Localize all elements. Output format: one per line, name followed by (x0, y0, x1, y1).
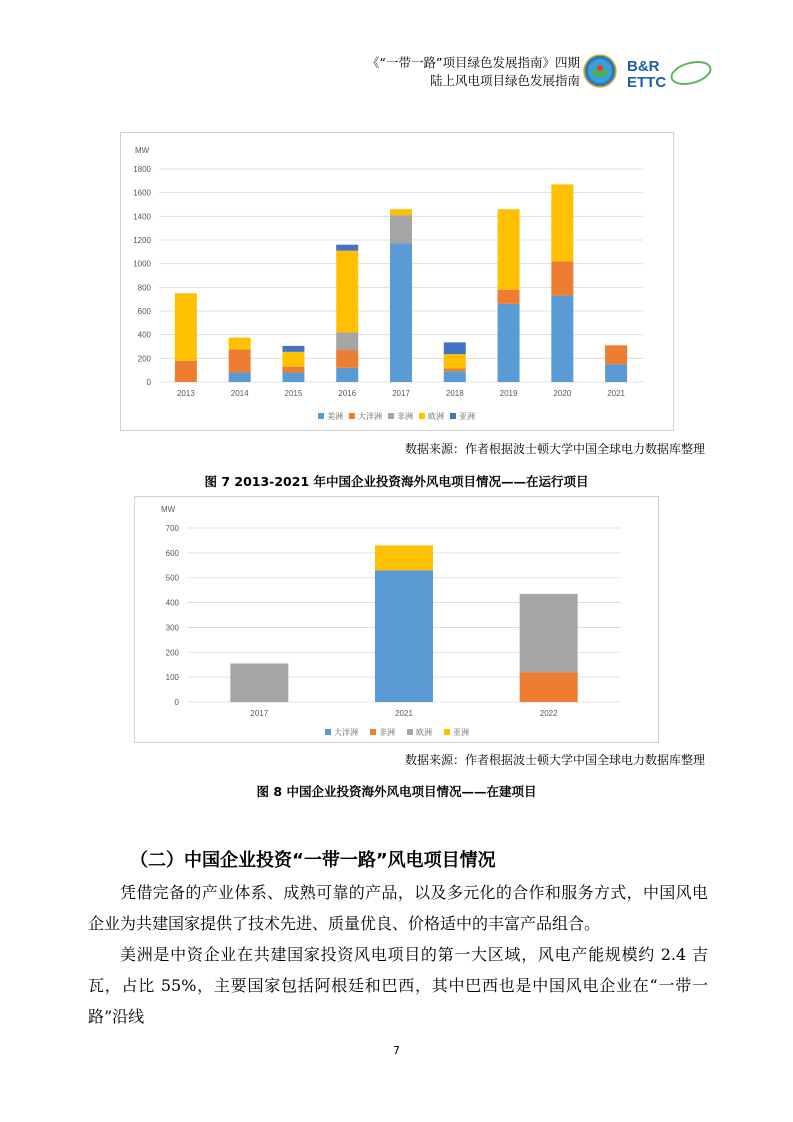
bar-segment-2016-美洲 (336, 368, 358, 382)
br-ettc-logo (625, 56, 713, 90)
bar-segment-2018-亚洲 (444, 342, 466, 354)
y-tick-label: 1200 (133, 236, 151, 245)
x-tick-label: 2015 (284, 389, 303, 398)
bar-segment-2022-非洲 (520, 672, 578, 702)
y-tick-label: 0 (146, 378, 151, 387)
header-title (367, 54, 580, 90)
bar-segment-2013-欧洲 (175, 293, 197, 360)
legend-swatch-欧洲 (419, 413, 425, 419)
legend-swatch-美洲 (318, 413, 324, 419)
legend-swatch-欧洲 (407, 729, 413, 735)
y-tick-label: 700 (165, 524, 179, 533)
bar-segment-2015-亚洲 (282, 346, 304, 352)
paragraph-2: 美洲是中资企业在共建国家投资风电项目的第一大区域，风电产能规模约 2.4 吉瓦，占比 55%，主要国家包括阿根廷和巴西，其中巴西也是中国风电企业在“一带一路”沿线 (88, 945, 708, 1026)
figure-7-caption: 图 7 2013-2021 年中国企业投资海外风电项目情况——在运行项目 (204, 474, 589, 489)
y-tick-label: 100 (165, 673, 179, 683)
bar-segment-2014-欧洲 (229, 338, 251, 350)
bar-segment-2017-欧洲 (390, 209, 412, 215)
figure-8-caption: 图 8 中国企业投资海外风电项目情况——在建项目 (256, 784, 537, 799)
legend-swatch-亚洲 (444, 729, 450, 735)
x-tick-label: 2017 (392, 389, 410, 398)
x-tick-label: 2021 (607, 389, 626, 398)
section-title: （二）中国企业投资“一带一路”风电项目情况 (130, 850, 496, 871)
bar-segment-2017-欧洲 (230, 663, 288, 702)
x-tick-label: 2018 (445, 389, 464, 398)
bar-segment-2021-美洲 (605, 364, 627, 382)
legend-label-大洋洲: 大洋洲 (334, 728, 358, 737)
x-tick-label: 2022 (539, 709, 558, 718)
figure-7-chart (120, 132, 674, 431)
chart-8-svg (135, 497, 658, 742)
bar-segment-2016-非洲 (336, 332, 358, 350)
legend-swatch-大洋洲 (325, 729, 331, 735)
y-tick-label: 600 (165, 548, 179, 558)
x-tick-label: 2020 (553, 389, 572, 398)
bar-segment-2017-美洲 (390, 244, 412, 382)
figure-7-source: 数据来源：作者根据波士顿大学中国全球电力数据库整理 (404, 442, 705, 456)
bar-segment-2015-大洋洲 (282, 367, 304, 373)
bar-segment-2014-大洋洲 (229, 349, 251, 372)
legend-label-美洲: 美洲 (327, 412, 343, 421)
y-tick-label: 0 (174, 698, 179, 707)
legend-swatch-亚洲 (450, 413, 456, 419)
header-line-2: 陆上风电项目绿色发展指南 (429, 73, 580, 88)
legend-swatch-非洲 (370, 729, 376, 735)
figure-8-source: 数据来源：作者根据波士顿大学中国全球电力数据库整理 (404, 753, 705, 767)
chart-7-svg (121, 133, 673, 430)
legend-label-非洲: 非洲 (379, 728, 395, 737)
bar-segment-2013-大洋洲 (175, 361, 197, 382)
bar-segment-2019-美洲 (498, 304, 520, 382)
y-tick-label: 600 (137, 307, 151, 316)
legend-label-欧洲: 欧洲 (416, 728, 432, 737)
bar-segment-2018-欧洲 (444, 354, 466, 368)
bar-segment-2018-大洋洲 (444, 368, 466, 371)
bar-segment-2015-欧洲 (282, 352, 304, 367)
bar-segment-2020-美洲 (551, 296, 573, 382)
y-tick-label: 500 (165, 573, 179, 583)
y-axis-unit-label: MW (161, 505, 176, 514)
figure-8-chart (134, 496, 659, 743)
y-tick-label: 200 (165, 648, 179, 658)
legend-label-大洋洲: 大洋洲 (358, 412, 382, 421)
bar-segment-2020-大洋洲 (551, 261, 573, 295)
legend-swatch-非洲 (388, 413, 394, 419)
bar-segment-2020-欧洲 (551, 184, 573, 261)
bar-segment-2018-美洲 (444, 371, 466, 382)
y-tick-label: 1800 (133, 165, 151, 174)
y-tick-label: 1000 (133, 259, 151, 269)
y-tick-label: 800 (137, 283, 151, 293)
bar-segment-2021-大洋洲 (375, 570, 433, 702)
y-tick-label: 1600 (133, 188, 151, 198)
bar-segment-2022-欧洲 (520, 594, 578, 672)
bar-segment-2016-欧洲 (336, 251, 358, 333)
x-tick-label: 2017 (250, 709, 269, 718)
y-tick-label: 200 (137, 354, 151, 364)
paragraph-1: 凭借完备的产业体系、成熟可靠的产品，以及多元化的合作和服务方式，中国风电企业为共建国家提供了技术先进、质量优良、价格适中的丰富产品组合。 (88, 883, 708, 933)
silk-road-seal-logo (583, 54, 617, 88)
header-line-1: 《“一带一路”项目绿色发展指南》四期 (367, 55, 580, 70)
bar-segment-2019-大洋洲 (498, 290, 520, 304)
bar-segment-2014-美洲 (229, 373, 251, 382)
legend-swatch-大洋洲 (349, 413, 355, 419)
svg-text:ETTC: ETTC (627, 74, 667, 90)
x-tick-label: 2021 (395, 709, 413, 718)
y-axis-unit-label: MW (135, 146, 150, 155)
y-tick-label: 300 (165, 623, 179, 633)
page-number: 7 (393, 1044, 400, 1057)
legend-label-亚洲: 亚洲 (453, 728, 469, 737)
bar-segment-2016-大洋洲 (336, 350, 358, 368)
bar-segment-2017-非洲 (390, 215, 412, 243)
bar-segment-2021-亚洲 (375, 545, 433, 570)
bar-segment-2016-亚洲 (336, 245, 358, 251)
x-tick-label: 2019 (499, 389, 518, 398)
bar-segment-2015-美洲 (282, 373, 304, 382)
bar-segment-2021-大洋洲 (605, 345, 627, 364)
legend-label-欧洲: 欧洲 (428, 412, 444, 421)
legend-label-亚洲: 亚洲 (459, 412, 475, 421)
y-tick-label: 400 (165, 598, 179, 608)
x-tick-label: 2016 (338, 389, 357, 398)
x-tick-label: 2014 (230, 389, 249, 398)
legend-label-非洲: 非洲 (397, 412, 413, 421)
svg-text:B&R: B&R (627, 58, 660, 75)
x-tick-label: 2013 (176, 389, 195, 398)
bar-segment-2019-欧洲 (498, 209, 520, 289)
y-tick-label: 400 (137, 330, 151, 340)
y-tick-label: 1400 (133, 212, 151, 222)
